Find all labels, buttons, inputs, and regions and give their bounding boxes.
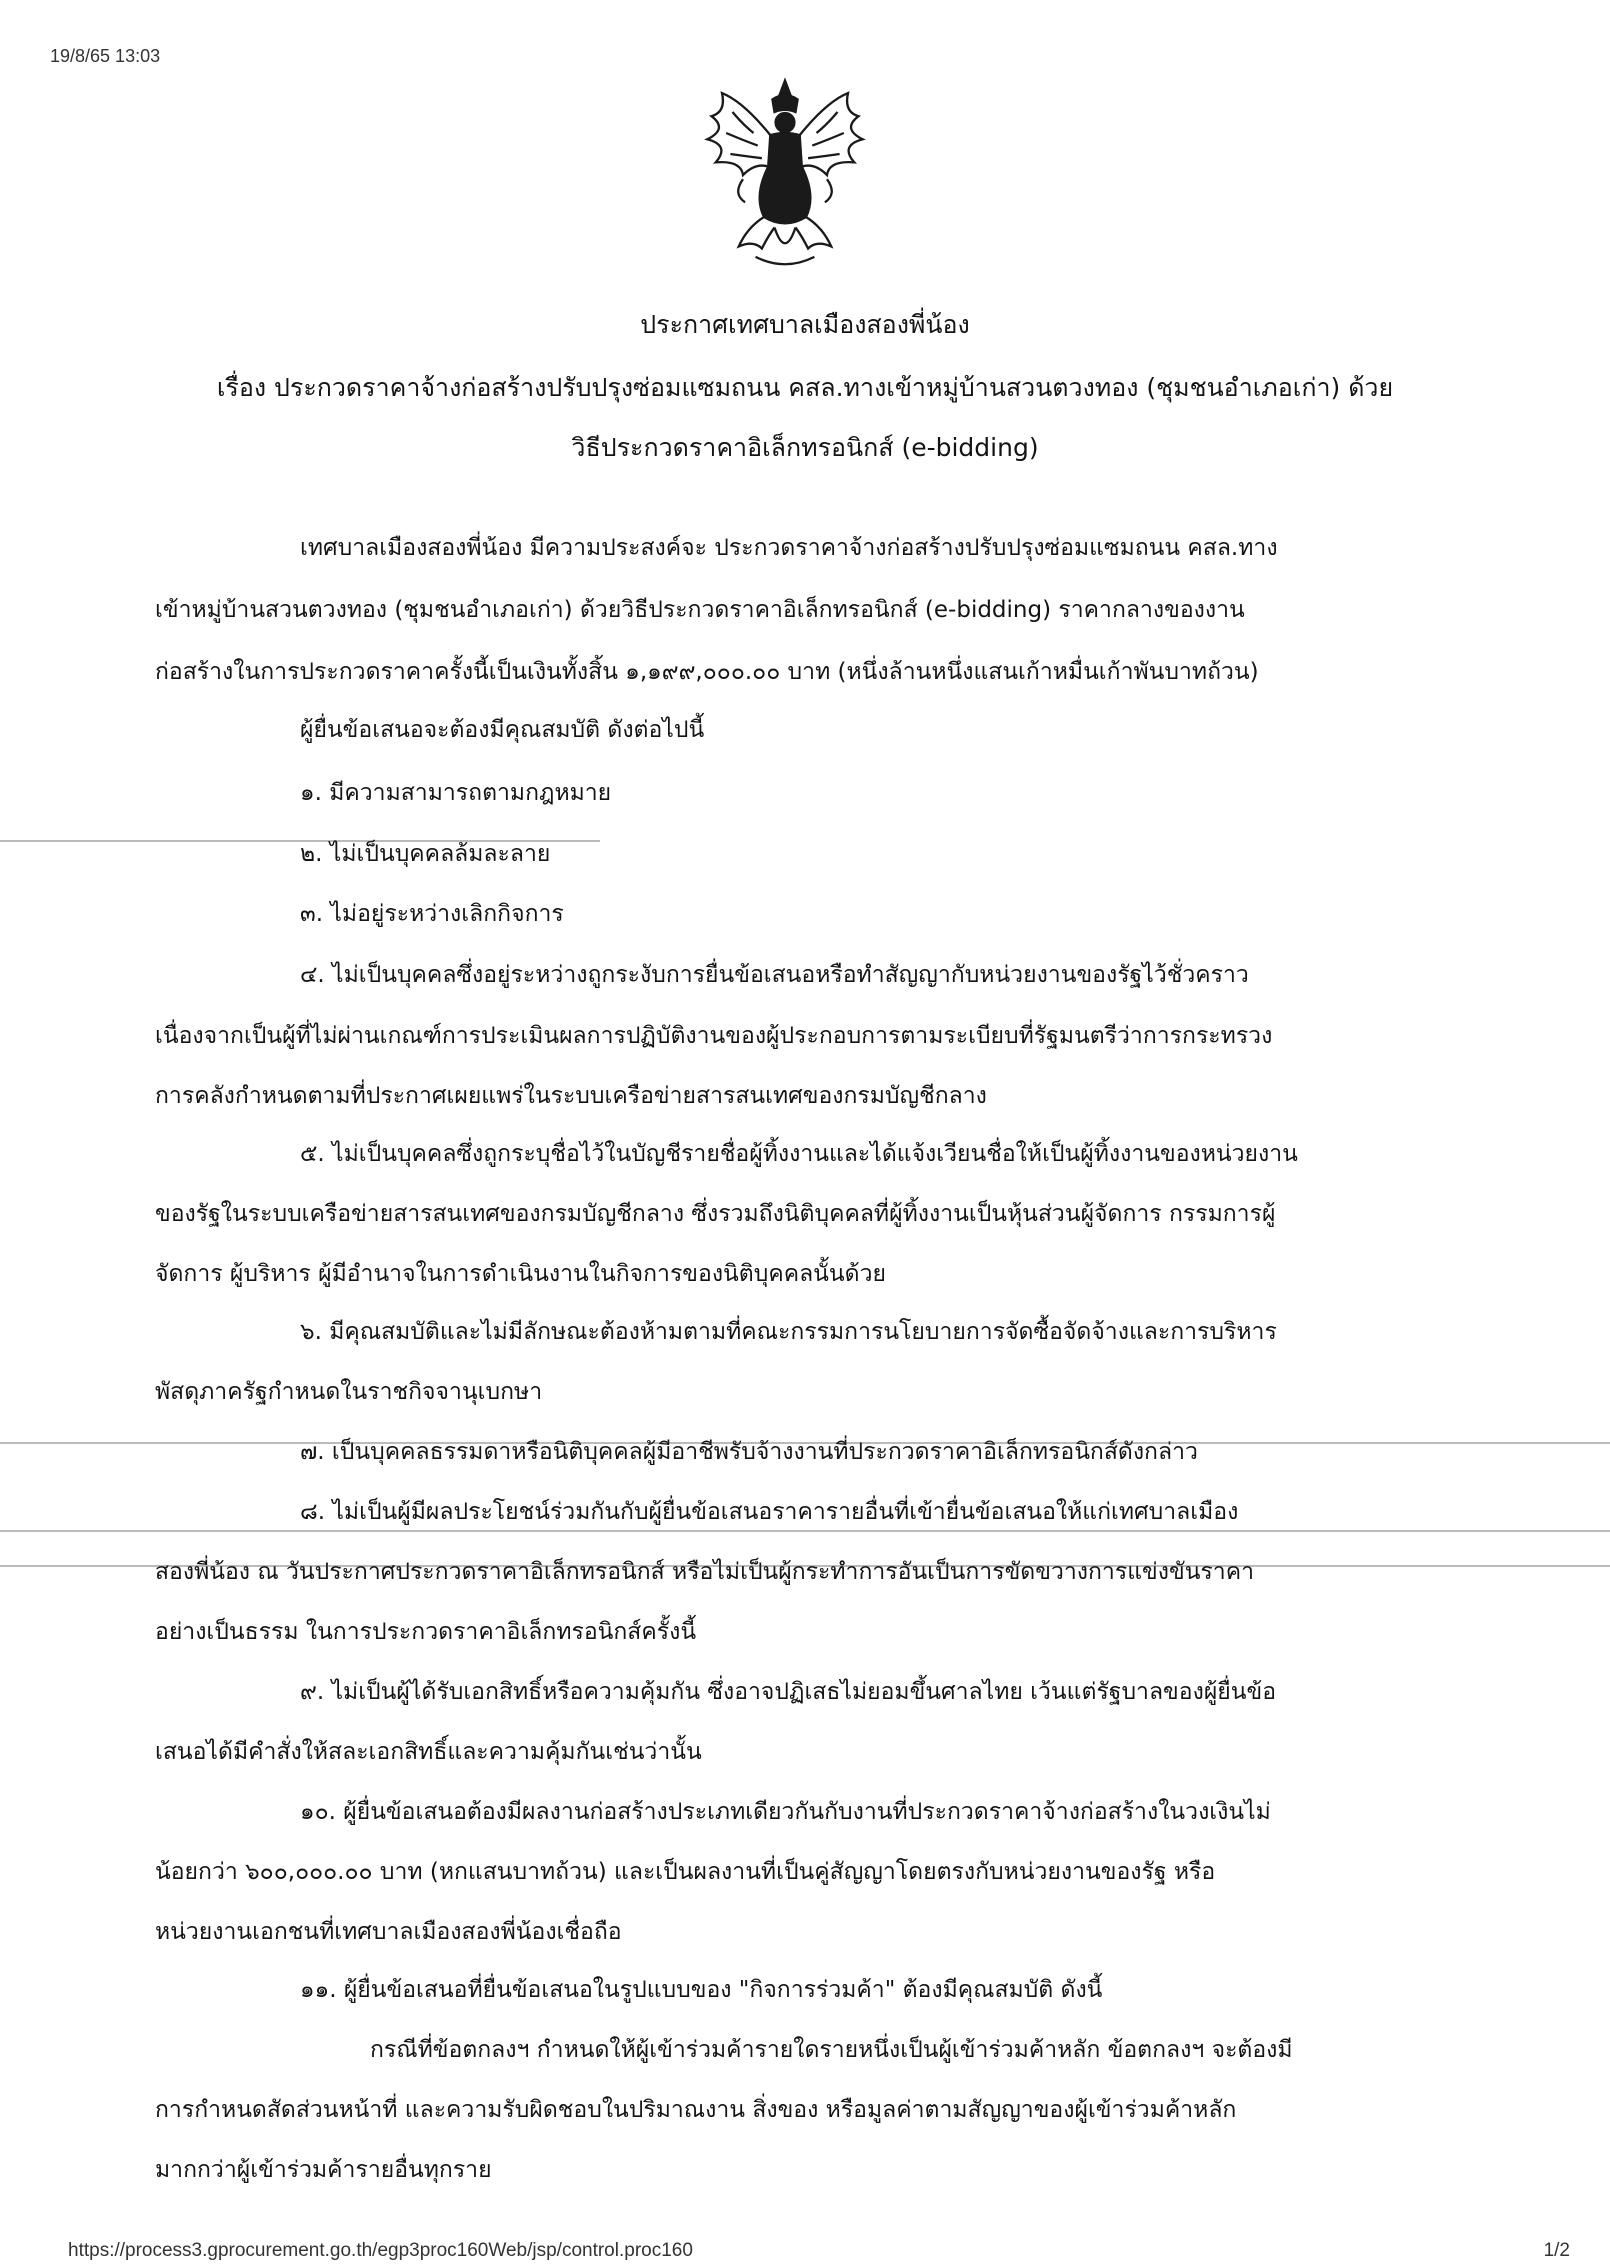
body-line: ๙. ไม่เป็นผู้ได้รับเอกสิทธิ์หรือความคุ้มกัน ซึ่งอาจปฏิเสธไม่ยอมขึ้นศาลไทย เว้นแต่รัฐบาลของผู้ยื่นข้อ <box>300 1679 1277 1705</box>
body-line: หน่วยงานเอกชนที่เทศบาลเมืองสองพี่น้องเชื่อถือ <box>155 1919 622 1945</box>
body-line: ๒. ไม่เป็นบุคคลล้มละลาย <box>300 841 551 867</box>
body-line: ๕. ไม่เป็นบุคคลซึ่งถูกระบุชื่อไว้ในบัญชีรายชื่อผู้ทิ้งงานและได้แจ้งเวียนชื่อให้เป็นผู้ทิ้งงานของหน่วยงาน <box>300 1141 1298 1167</box>
body-line: ๑๐. ผู้ยื่นข้อเสนอต้องมีผลงานก่อสร้างประเภทเดียวกันกับงานที่ประกวดราคาจ้างก่อสร้างในวงเงินไม่ <box>300 1799 1271 1825</box>
body-line: ๗. เป็นบุคคลธรรมดาหรือนิติบุคคลผู้มีอาชีพรับจ้างงานที่ประกวดราคาอิเล็กทรอนิกส์ดังกล่าว <box>300 1439 1198 1465</box>
body-line: เข้าหมู่บ้านสวนตวงทอง (ชุมชนอำเภอเก่า) ด้วยวิธีประกวดราคาอิเล็กทรอนิกส์ (e-bidding) ราคากลางของงาน <box>155 597 1245 623</box>
announcement-method: วิธีประกวดราคาอิเล็กทรอนิกส์ (e-bidding) <box>571 433 1039 462</box>
body-line: เนื่องจากเป็นผู้ที่ไม่ผ่านเกณฑ์การประเมินผลการปฏิบัติงานของผู้ประกอบการตามระเบียบที่รัฐมนตรีว่าการกระทรวง <box>155 1023 1273 1049</box>
body-line: ๑. มีความสามารถตามกฎหมาย <box>300 780 612 806</box>
body-line: จัดการ ผู้บริหาร ผู้มีอำนาจในการดำเนินงานในกิจการของนิติบุคคลนั้นด้วย <box>155 1261 886 1287</box>
body-line: มากกว่าผู้เข้าร่วมค้ารายอื่นทุกราย <box>155 2157 492 2183</box>
body-line: กรณีที่ข้อตกลงฯ กำหนดให้ผู้เข้าร่วมค้ารายใดรายหนึ่งเป็นผู้เข้าร่วมค้าหลัก ข้อตกลงฯ จะต้องมี <box>370 2037 1293 2063</box>
body-line: ๘. ไม่เป็นผู้มีผลประโยชน์ร่วมกันกับผู้ยื่นข้อเสนอราคารายอื่นที่เข้ายื่นข้อเสนอให้แก่เทศบาลเมือง <box>300 1499 1239 1525</box>
body-line: ๔. ไม่เป็นบุคคลซึ่งอยู่ระหว่างถูกระงับการยื่นข้อเสนอหรือทำสัญญากับหน่วยงานของรัฐไว้ชั่วคราว <box>300 962 1249 988</box>
body-line: เทศบาลเมืองสองพี่น้อง มีความประสงค์จะ ประกวดราคาจ้างก่อสร้างปรับปรุงซ่อมแซมถนน คสล.ทาง <box>300 535 1278 561</box>
body-line: ๓. ไม่อยู่ระหว่างเลิกกิจการ <box>300 901 564 927</box>
scan-noise-line <box>0 1565 1610 1567</box>
body-line: ของรัฐในระบบเครือข่ายสารสนเทศของกรมบัญชีกลาง ซึ่งรวมถึงนิติบุคคลที่ผู้ทิ้งงานเป็นหุ้นส่วนผู้จัดการ กรรมการผู้ <box>155 1201 1276 1227</box>
body-line: พัสดุภาครัฐกำหนดในราชกิจจานุเบกษา <box>155 1379 543 1405</box>
body-line: การคลังกำหนดตามที่ประกาศเผยแพร่ในระบบเครือข่ายสารสนเทศของกรมบัญชีกลาง <box>155 1083 987 1109</box>
scan-noise-line <box>0 1442 1610 1444</box>
body-line: อย่างเป็นธรรม ในการประกวดราคาอิเล็กทรอนิกส์ครั้งนี้ <box>155 1619 697 1645</box>
body-line: ผู้ยื่นข้อเสนอจะต้องมีคุณสมบัติ ดังต่อไปนี้ <box>300 717 705 743</box>
body-line: ก่อสร้างในการประกวดราคาครั้งนี้เป็นเงินทั้งสิ้น ๑,๑๙๙,๐๐๐.๐๐ บาท (หนึ่งล้านหนึ่งแสนเก้าหมื่นเก้าพันบาทถ้วน) <box>155 659 1259 685</box>
body-line: การกำหนดสัดส่วนหน้าที่ และความรับผิดชอบในปริมาณงาน สิ่งของ หรือมูลค่าตามสัญญาของผู้เข้าร่วมค้าหลัก <box>155 2097 1237 2123</box>
source-url: https://process3.gprocurement.go.th/egp3proc160Web/jsp/control.proc160 <box>68 2240 693 2261</box>
page-number: 1/2 <box>1543 2240 1570 2261</box>
body-line: เสนอได้มีคำสั่งให้สละเอกสิทธิ์และความคุ้มกันเช่นว่านั้น <box>155 1739 702 1765</box>
body-line: สองพี่น้อง ณ วันประกาศประกวดราคาอิเล็กทรอนิกส์ หรือไม่เป็นผู้กระทำการอันเป็นการขัดขวางการแข่งขันราคา <box>155 1559 1254 1585</box>
scan-noise-line <box>0 840 600 842</box>
garuda-emblem-icon <box>680 70 890 280</box>
announcement-subject: เรื่อง ประกวดราคาจ้างก่อสร้างปรับปรุงซ่อมแซมถนน คสล.ทางเข้าหมู่บ้านสวนตวงทอง (ชุมชนอำเภอเก่า) ด้วย <box>216 373 1394 402</box>
body-line: ๖. มีคุณสมบัติและไม่มีลักษณะต้องห้ามตามที่คณะกรรมการนโยบายการจัดซื้อจัดจ้างและการบริหาร <box>300 1319 1277 1345</box>
body-line: ๑๑. ผู้ยื่นข้อเสนอที่ยื่นข้อเสนอในรูปแบบของ "กิจการร่วมค้า" ต้องมีคุณสมบัติ ดังนี้ <box>300 1977 1103 2003</box>
scan-noise-line <box>0 1530 1610 1532</box>
print-timestamp: 19/8/65 13:03 <box>50 46 161 66</box>
body-line: น้อยกว่า ๖๐๐,๐๐๐.๐๐ บาท (หกแสนบาทถ้วน) และเป็นผลงานที่เป็นคู่สัญญาโดยตรงกับหน่วยงานของรัฐ หรือ <box>155 1859 1216 1885</box>
announcement-title: ประกาศเทศบาลเมืองสองพี่น้อง <box>640 310 970 339</box>
